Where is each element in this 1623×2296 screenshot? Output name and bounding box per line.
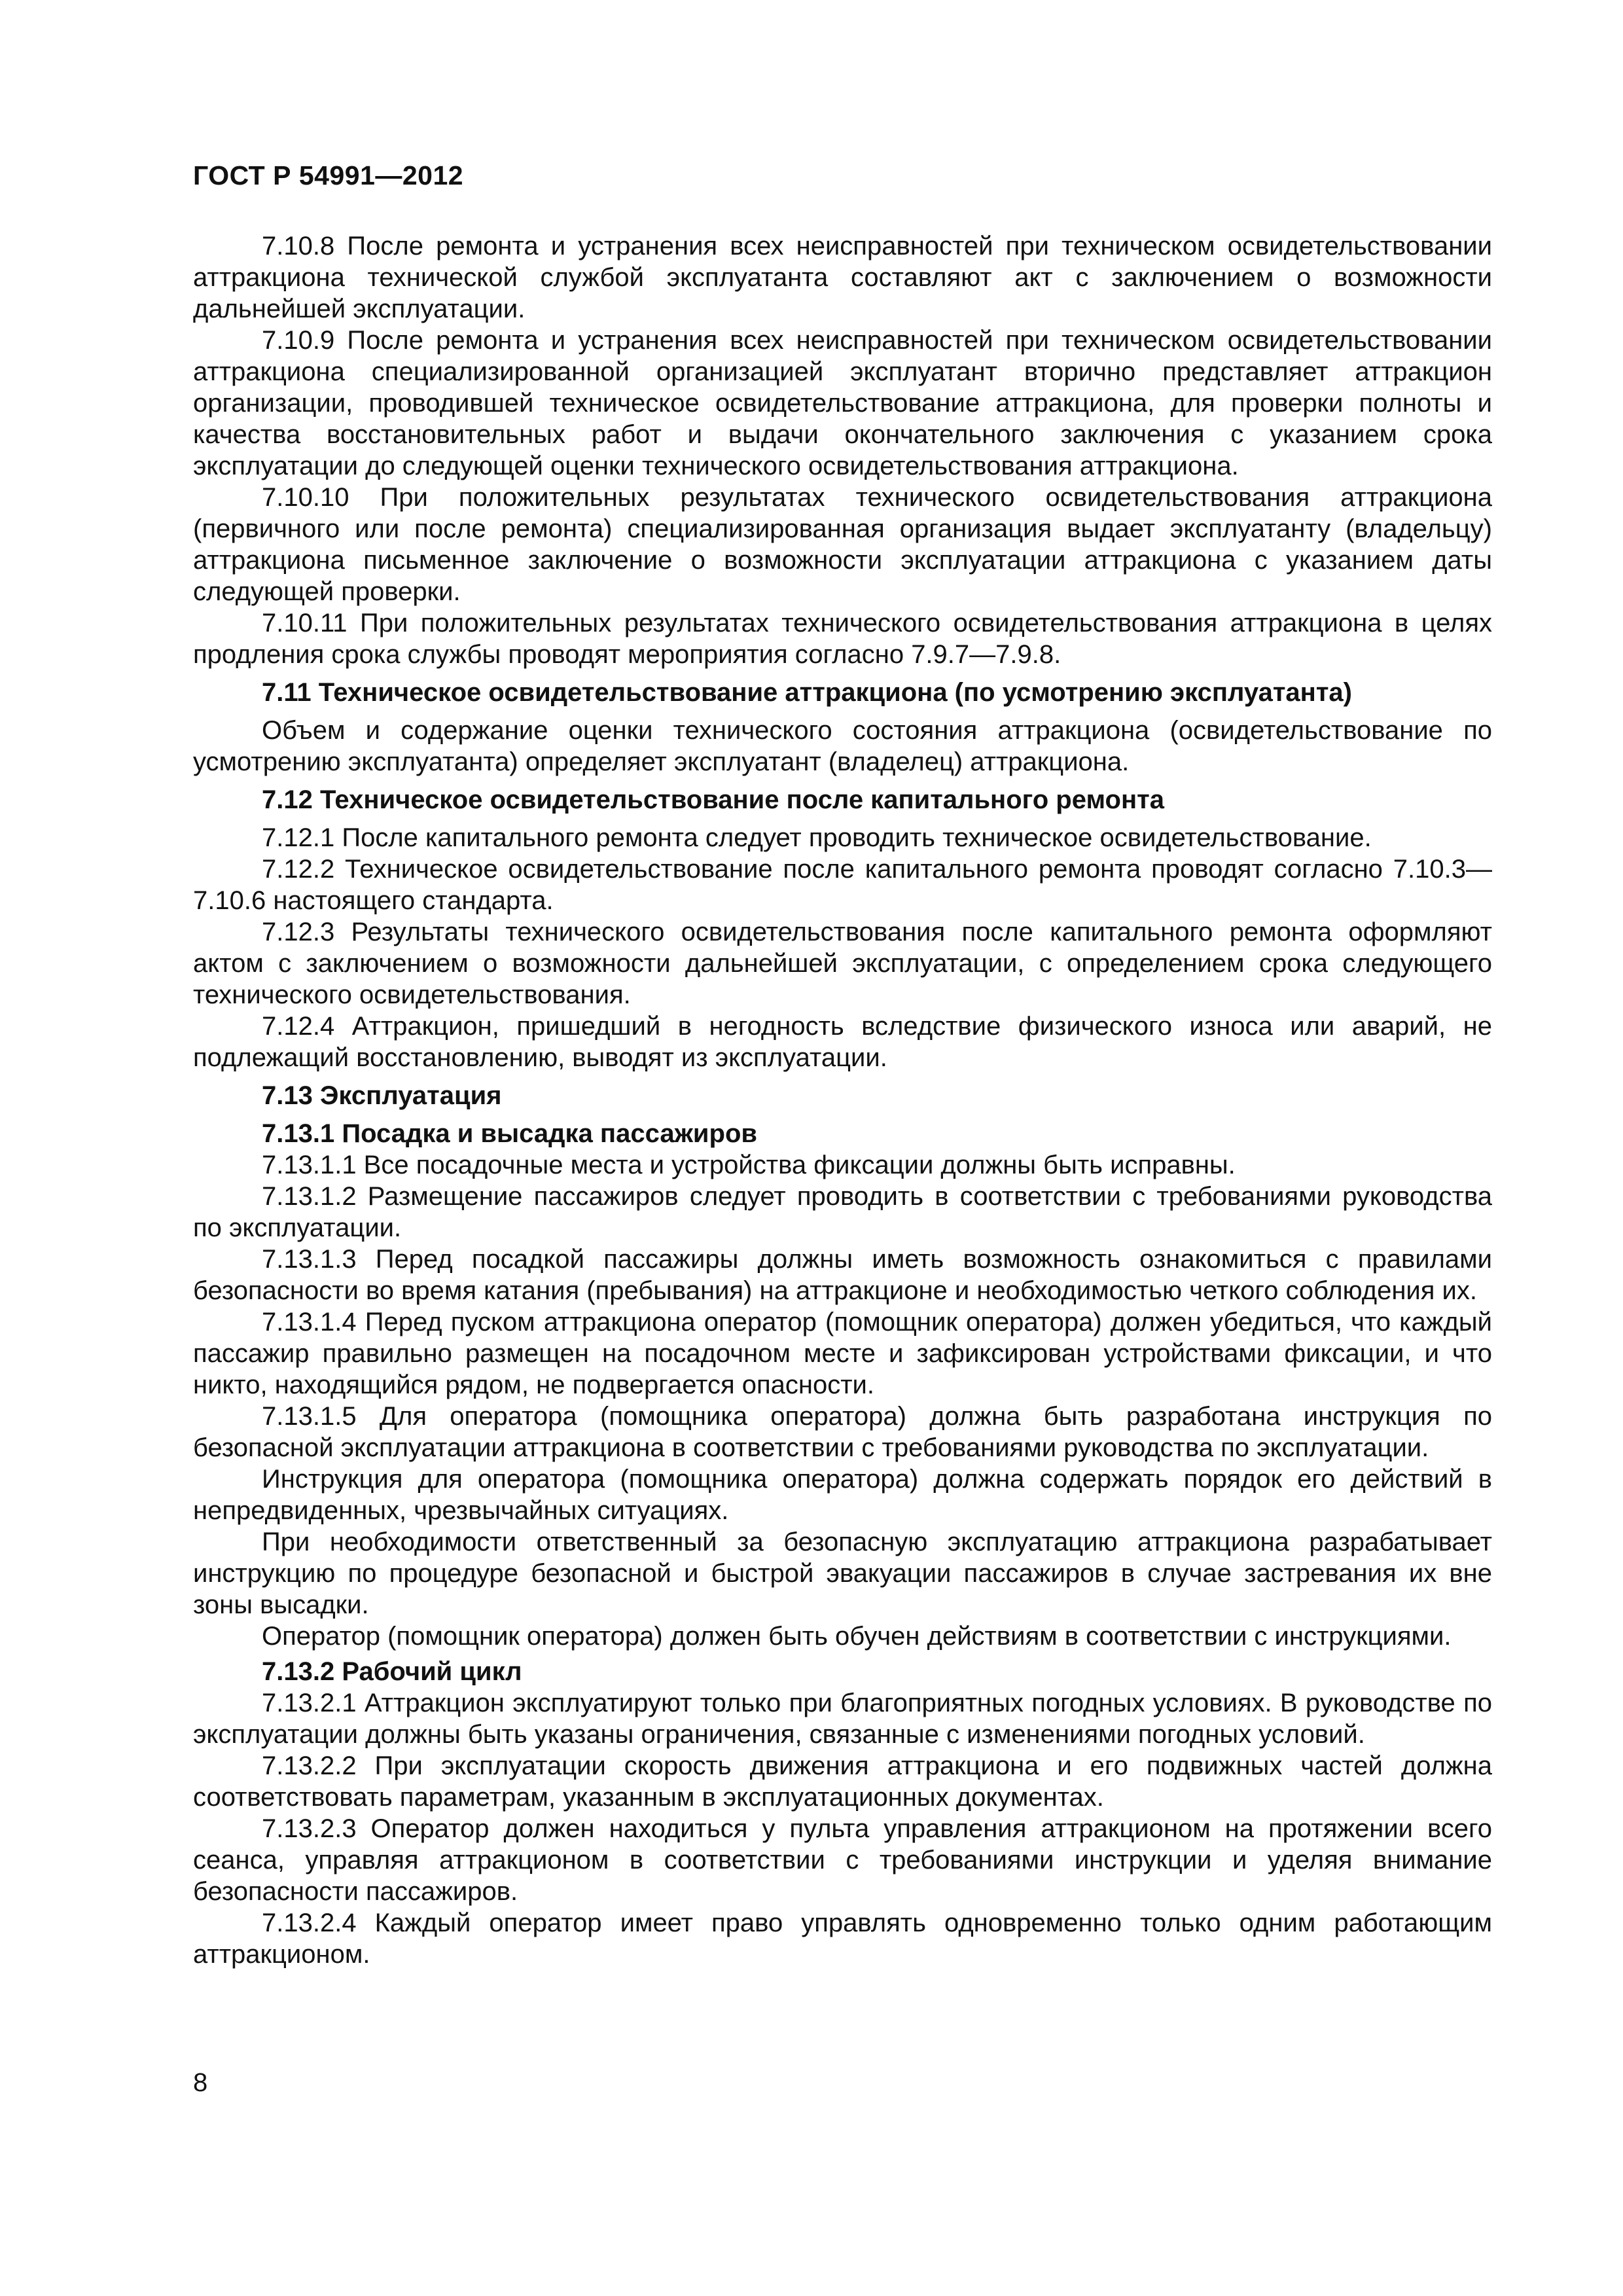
paragraph-7-13-2-2: 7.13.2.2 При эксплуатации скорость движения аттракциона и его подвижных частей должна соответствовать параметрам, указанным в эксплуатационных документах.: [193, 1751, 1492, 1812]
paragraph-7-10-11: 7.10.11 При положительных результатах технического освидетельствования аттракциона в целях продления срока службы проводят мероприятия согласно 7.9.7—7.9.8.: [193, 609, 1492, 669]
paragraph-7-13-1-3: 7.13.1.3 Перед посадкой пассажиры должны иметь возможность ознакомиться с правилами безопасности во время катания (пребывания) на аттракционе и необходимостью четкого соблюдения их.: [193, 1245, 1492, 1305]
section-heading-7-12: 7.12 Техническое освидетельствование после капитального ремонта: [262, 785, 1164, 814]
section-heading-7-13: 7.13 Эксплуатация: [262, 1081, 502, 1110]
document-header: ГОСТ Р 54991—2012: [193, 160, 464, 190]
paragraph-7-12-2: 7.12.2 Техническое освидетельствование после капитального ремонта проводят согласно 7.10.3—7.10.6 настоящего стандарта.: [193, 855, 1492, 915]
subsection-heading-7-13-1: 7.13.1 Посадка и высадка пассажиров: [262, 1119, 757, 1148]
paragraph-7-10-8: 7.10.8 После ремонта и устранения всех неисправностей при техническом освидетельствовании аттракциона технической службой эксплуатанта составляют акт с заключением о возможности дальнейшей эксплуатации.: [193, 232, 1492, 323]
paragraph-7-13-1-4: 7.13.1.4 Перед пуском аттракциона оператор (помощник оператора) должен убедиться, что каждый пассажир правильно размещен на посадочном месте и зафиксирован устройствами фиксации, и что никто, находящийся рядом, не подвергается опасности.: [193, 1308, 1492, 1399]
subsection-heading-7-13-2: 7.13.2 Рабочий цикл: [262, 1657, 522, 1686]
paragraph-7-13-2-4: 7.13.2.4 Каждый оператор имеет право управлять одновременно только одним работающим аттракционом.: [193, 1909, 1492, 1969]
page-number: 8: [193, 2068, 208, 2097]
paragraph-7-13-1-2: 7.13.1.2 Размещение пассажиров следует проводить в соответствии с требованиями руководства по эксплуатации.: [193, 1182, 1492, 1242]
paragraph-7-13-2-3: 7.13.2.3 Оператор должен находиться у пульта управления аттракционом на протяжении всего сеанса, управляя аттракционом в соответствии с требованиями инструкции и уделяя внимание безопасности пассажиров.: [193, 1814, 1492, 1906]
paragraph-7-13-1-5: 7.13.1.5 Для оператора (помощника оператора) должна быть разработана инструкция по безопасной эксплуатации аттракциона в соответствии с требованиями руководства по эксплуатации.: [193, 1402, 1492, 1462]
paragraph-7-12-3: 7.12.3 Результаты технического освидетельствования после капитального ремонта оформляют актом с заключением о возможности дальнейшей эксплуатации, с определением срока следующего технического освидетельствования.: [193, 918, 1492, 1009]
paragraph-7-10-10: 7.10.10 При положительных результатах технического освидетельствования аттракциона (первичного или после ремонта) специализированная организация выдает эксплуатанту (владельцу) аттракциона письменное заключение о возможности эксплуатации аттракциона с указанием даты следующей проверки.: [193, 483, 1492, 606]
paragraph-7-11-body: Объем и содержание оценки технического состояния аттракциона (освидетельствование по усмотрению эксплуатанта) определяет эксплуатант (владелец) аттракциона.: [193, 716, 1492, 776]
paragraph-evacuation: При необходимости ответственный за безопасную эксплуатацию аттракциона разрабатывает инструкцию по процедуре безопасной и быстрой эвакуации пассажиров в случае застревания их вне зоны высадки.: [193, 1528, 1492, 1619]
paragraph-7-13-1-1: 7.13.1.1 Все посадочные места и устройства фиксации должны быть исправны.: [262, 1151, 1236, 1179]
paragraph-7-13-2-1: 7.13.2.1 Аттракцион эксплуатируют только при благоприятных погодных условиях. В руководстве по эксплуатации должны быть указаны ограничения, связанные с изменениями погодных условий.: [193, 1689, 1492, 1749]
paragraph-7-12-1: 7.12.1 После капитального ремонта следует проводить техническое освидетельствование.: [262, 823, 1372, 852]
paragraph-7-12-4: 7.12.4 Аттракцион, пришедший в негодность вследствие физического износа или аварий, не подлежащий восстановлению, выводят из эксплуатации.: [193, 1012, 1492, 1072]
document-body: [193, 230, 1492, 1970]
paragraph-operator-training: Оператор (помощник оператора) должен быть обучен действиям в соответствии с инструкциями.: [262, 1622, 1452, 1651]
section-heading-7-11: 7.11 Техническое освидетельствование аттракциона (по усмотрению эксплуатанта): [262, 678, 1352, 707]
paragraph-operator-instruction: Инструкция для оператора (помощника оператора) должна содержать порядок его действий в непредвиденных, чрезвычайных ситуациях.: [193, 1465, 1492, 1525]
paragraph-7-10-9: 7.10.9 После ремонта и устранения всех неисправностей при техническом освидетельствовании аттракциона специализированной организацией эксплуатант вторично представляет аттракцион организации, проводившей техническое освидетельствование аттракциона, для проверки полноты и качества восстановительных работ и выдачи окончательного заключения с указанием срока эксплуатации до следующей оценки технического освидетельствования аттракциона.: [193, 326, 1492, 480]
